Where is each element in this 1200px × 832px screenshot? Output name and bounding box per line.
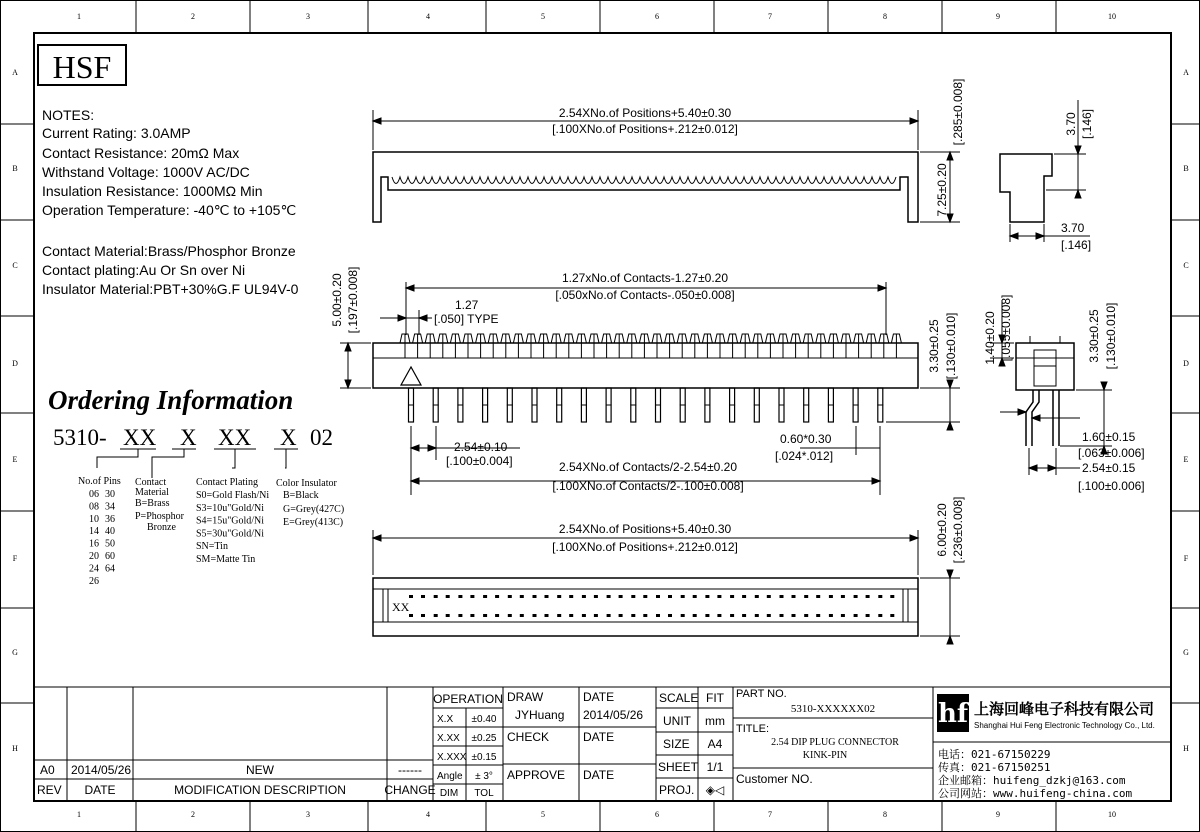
pin-hole xyxy=(829,595,833,598)
tolerance-dim: Angle xyxy=(437,771,463,782)
revision-table xyxy=(37,763,436,797)
notes-block xyxy=(42,107,299,297)
pin-hole xyxy=(730,595,734,598)
pin-hole xyxy=(495,614,499,617)
tolerance-value: ±0.25 xyxy=(471,733,497,744)
column-marker: 8 xyxy=(883,12,887,21)
row-marker: A xyxy=(12,68,18,77)
pin-hole xyxy=(816,595,820,598)
tolerance-dim: X.X xyxy=(437,714,454,725)
material-line: Contact Material:Brass/Phosphor Bronze xyxy=(42,243,296,259)
part-info xyxy=(736,688,899,786)
pin-hole xyxy=(569,614,573,617)
pin-hole xyxy=(878,595,882,598)
row-marker: G xyxy=(12,648,18,657)
column-marker: 2 xyxy=(191,12,195,21)
pin-hole xyxy=(816,614,820,617)
dim-header: DIM xyxy=(439,788,459,799)
pin-hole xyxy=(631,614,635,617)
color-option: G=Grey(427C) xyxy=(283,504,345,515)
dim-bottom-height-in: [.236±0.008] xyxy=(951,496,965,564)
rev-change-value: ------ xyxy=(398,763,422,777)
company-info xyxy=(937,694,1155,800)
pin-hole xyxy=(742,614,746,617)
pin-hole xyxy=(866,614,870,617)
pin-hole xyxy=(470,614,474,617)
scale-label: SCALE xyxy=(659,691,699,705)
date-label: DATE xyxy=(583,690,615,704)
ordering-code xyxy=(53,425,333,450)
column-marker: 7 xyxy=(768,12,772,21)
pin-count: 50 xyxy=(105,538,115,550)
pin-hole xyxy=(668,595,672,598)
material-option: Bronze xyxy=(147,522,176,533)
dim-mid-height-in: [.197±0.008] xyxy=(346,266,360,334)
pin-hole xyxy=(755,614,759,617)
pin-hole xyxy=(890,614,894,617)
pin-hole xyxy=(742,595,746,598)
column-marker: 1 xyxy=(77,810,81,819)
pin-hole xyxy=(409,614,413,617)
pin-hole xyxy=(829,614,833,617)
material-line: Contact plating:Au Or Sn over Ni xyxy=(42,262,246,278)
unit-label: UNIT xyxy=(663,714,691,728)
pin-count: 64 xyxy=(105,563,115,575)
row-marker: H xyxy=(1183,744,1189,753)
dim-half-length: 2.54XNo.of Contacts/2-2.54±0.20 xyxy=(558,460,738,474)
operation-header: OPERATION xyxy=(433,692,503,706)
code-part-material: X xyxy=(180,425,197,450)
pin-hole xyxy=(409,595,413,598)
dim-mid-height: 5.00±0.20 xyxy=(330,273,344,327)
size-value: A4 xyxy=(707,737,723,751)
pin-hole xyxy=(458,614,462,617)
pin-hole xyxy=(854,614,858,617)
dim-pitch: 1.27 xyxy=(455,298,479,312)
pin-hole xyxy=(446,614,450,617)
pin-count: 24 xyxy=(89,563,99,575)
pin-hole xyxy=(458,595,462,598)
column-marker: 2 xyxy=(191,810,195,819)
pin-hole xyxy=(508,595,512,598)
part-no-value: 5310-XXXXXX02 xyxy=(790,703,876,715)
ordering-leaders xyxy=(97,449,298,478)
pin-hole xyxy=(643,614,647,617)
note-line: Insulation Resistance: 1000MΩ Min xyxy=(42,183,263,199)
sheet-label: SHEET xyxy=(658,760,699,774)
dim-tail-height-in: [.130±0.010] xyxy=(944,312,958,380)
code-suffix: 02 xyxy=(310,425,333,450)
pin-hole xyxy=(854,595,858,598)
column-marker: 10 xyxy=(1108,810,1116,819)
pin-hole xyxy=(668,614,672,617)
ordering-title: Ordering Information xyxy=(48,385,294,415)
dim-side-width-in: [.146] xyxy=(1061,238,1092,252)
pin-hole xyxy=(582,614,586,617)
column-marker: 4 xyxy=(426,12,430,21)
pin-hole xyxy=(619,614,623,617)
approve-label: APPROVE xyxy=(507,768,566,782)
pin-hole xyxy=(841,614,845,617)
pin-hole xyxy=(681,614,685,617)
code-part-pins: XX xyxy=(123,425,157,450)
sheet-value: 1/1 xyxy=(706,760,724,774)
plating-option: S0=Gold Flash/Ni xyxy=(196,490,270,501)
position-marker: XX xyxy=(392,600,410,614)
scale-table xyxy=(658,691,725,797)
row-marker: B xyxy=(12,164,18,173)
note-line: Operation Temperature: -40℃ to +105℃ xyxy=(42,202,297,218)
dim-tail-height: 3.30±0.25 xyxy=(927,319,941,373)
code-part-color: X xyxy=(280,425,297,450)
column-marker: 4 xyxy=(426,810,430,819)
pin-hole xyxy=(520,614,524,617)
pin-hole xyxy=(693,614,697,617)
pin-hole xyxy=(755,595,759,598)
pin-hole xyxy=(557,614,561,617)
row-marker: E xyxy=(1183,455,1189,464)
pin-hole xyxy=(841,595,845,598)
dim-row-width-in: [.100±0.006] xyxy=(1078,479,1145,493)
column-marker: 7 xyxy=(768,810,772,819)
pin-hole xyxy=(792,595,796,598)
pin-count: 40 xyxy=(105,526,115,538)
pin-hole xyxy=(446,595,450,598)
pin-hole xyxy=(607,595,611,598)
company-email: 企业邮箱：huifeng_dzkj@163.com xyxy=(938,774,1126,787)
pin-hole xyxy=(607,614,611,617)
unit-value: mm xyxy=(705,714,725,728)
draw-label: DRAW xyxy=(507,690,544,704)
projection-symbol: ◈◁ xyxy=(705,783,725,797)
material-line: Insulator Material:PBT+30%G.F UL94V-0 xyxy=(42,281,299,297)
plating-option: S3=10u"Gold/Ni xyxy=(196,502,265,514)
material-option: P=Phosphor xyxy=(135,511,184,522)
column-marker: 1 xyxy=(77,12,81,21)
tol-header: TOL xyxy=(474,788,494,799)
color-option: E=Grey(413C) xyxy=(283,517,344,528)
pin-hole xyxy=(730,614,734,617)
tolerance-dim: X.XXX xyxy=(437,752,467,763)
dim-pin-size-in: [.024*.012] xyxy=(775,449,834,463)
draw-date: 2014/05/26 xyxy=(583,708,644,722)
pin-hole xyxy=(594,595,598,598)
material-option: B=Brass xyxy=(135,498,170,509)
row-marker: C xyxy=(12,261,18,270)
check-date-label: DATE xyxy=(583,730,615,744)
pin-hole xyxy=(693,595,697,598)
pin-hole xyxy=(545,595,549,598)
pin-count: 16 xyxy=(89,538,99,550)
fit-label: FIT xyxy=(706,691,724,705)
tolerance-dim: X.XX xyxy=(437,733,460,744)
pin-hole xyxy=(520,595,524,598)
pin-hole xyxy=(792,614,796,617)
pin-count: 06 xyxy=(89,489,99,500)
pin-hole xyxy=(533,614,537,617)
customer-no-label: Customer NO. xyxy=(736,772,813,786)
dim-side-height-in: [.146] xyxy=(1080,108,1094,140)
logo-text: HSF xyxy=(52,49,112,85)
code-prefix: 5310- xyxy=(53,425,107,450)
svg-text:hf: hf xyxy=(937,699,969,729)
note-line: Current Rating: 3.0AMP xyxy=(42,125,191,141)
check-label: CHECK xyxy=(507,730,550,744)
dim-kink-height: 1.40±0.20 xyxy=(983,311,997,365)
pin-count: 60 xyxy=(105,551,115,562)
column-marker: 6 xyxy=(655,12,659,21)
dim-pin-size: 0.60*0.30 xyxy=(780,432,832,446)
dim-row-width: 2.54±0.15 xyxy=(1082,461,1136,475)
column-marker: 3 xyxy=(306,810,310,819)
pin-hole xyxy=(780,595,784,598)
pin-count: 26 xyxy=(89,575,99,587)
material-title-1: Contact xyxy=(135,477,167,488)
pins-title: No.of Pins xyxy=(78,476,121,487)
material-title-2: Material xyxy=(135,487,169,498)
company-logo-icon xyxy=(937,694,970,732)
pin-hole xyxy=(643,595,647,598)
dim-top-length-in: [.100XNo.of Positions+.212±0.012] xyxy=(552,122,738,136)
pin-hole xyxy=(890,595,894,598)
pin-hole xyxy=(533,595,537,598)
dim-bottom-height: 6.00±0.20 xyxy=(935,503,949,557)
date-header: DATE xyxy=(84,783,116,797)
dim-bottom-length: 2.54XNo.of Positions+5.40±0.30 xyxy=(558,522,732,536)
row-marker: C xyxy=(1183,261,1189,270)
rev-value: A0 xyxy=(40,763,55,777)
dim-row-pitch: 2.54±0.10 xyxy=(454,440,508,454)
size-label: SIZE xyxy=(663,737,690,751)
part-no-label: PART NO. xyxy=(736,688,787,700)
pin-hole xyxy=(483,595,487,598)
change-header: CHANGE xyxy=(384,783,436,797)
rev-desc-value: NEW xyxy=(246,763,274,777)
rev-header: REV xyxy=(37,783,62,797)
dim-contacts-length: 1.27xNo.of Contacts-1.27±0.20 xyxy=(561,271,729,285)
dim-top-height: 7.25±0.20 xyxy=(935,163,949,217)
title-label: TITLE: xyxy=(736,723,770,735)
tolerance-value: ± 3° xyxy=(475,771,493,782)
company-name-cn: 上海回峰电子科技有限公司 xyxy=(974,701,1155,718)
pin-hole xyxy=(434,614,438,617)
note-line: Withstand Voltage: 1000V AC/DC xyxy=(42,164,250,180)
row-marker: H xyxy=(12,744,18,753)
rev-date-value: 2014/05/26 xyxy=(71,763,132,777)
notes-heading: NOTES: xyxy=(42,107,95,123)
pin-hole xyxy=(434,595,438,598)
plating-option: SM=Matte Tin xyxy=(196,554,256,565)
plating-option: SN=Tin xyxy=(196,541,228,553)
pin-count: 30 xyxy=(105,489,115,500)
company-fax: 传真：021-67150251 xyxy=(938,761,1051,774)
plating-title: Contact Plating xyxy=(196,477,258,488)
tolerance-value: ±0.40 xyxy=(471,714,497,725)
pin-count: 14 xyxy=(89,526,99,538)
pin-count: 20 xyxy=(89,551,99,562)
pin-hole xyxy=(804,614,808,617)
pin-hole xyxy=(767,614,771,617)
plating-option: S4=15u"Gold/Ni xyxy=(196,515,265,527)
pin-hole xyxy=(557,595,561,598)
pin-hole xyxy=(594,614,598,617)
column-marker: 5 xyxy=(541,12,545,21)
dim-kink-width: 1.60±0.15 xyxy=(1082,430,1136,444)
dim-contacts-length-in: [.050xNo.of Contacts-.050±0.008] xyxy=(555,288,735,302)
column-marker: 10 xyxy=(1108,12,1116,21)
pin-hole xyxy=(631,595,635,598)
color-option: B=Black xyxy=(283,490,319,501)
pin-hole xyxy=(421,614,425,617)
draw-name: JYHuang xyxy=(515,708,565,722)
title-line-2: KINK-PIN xyxy=(802,750,848,761)
company-phone: 电话：021-67150229 xyxy=(938,748,1051,761)
row-marker: G xyxy=(1183,648,1189,657)
row-marker: A xyxy=(1183,68,1189,77)
proj-label: PROJ. xyxy=(659,783,695,797)
pin-hole xyxy=(681,595,685,598)
pin-hole xyxy=(495,595,499,598)
pin-hole xyxy=(656,595,660,598)
row-marker: D xyxy=(1183,359,1189,368)
dim-kink-width-in: [.063±0.006] xyxy=(1078,446,1145,460)
pin-count: 34 xyxy=(105,501,115,513)
title-line-1: 2.54 DIP PLUG CONNECTOR xyxy=(771,737,899,748)
dim-half-length-in: [.100XNo.of Contacts/2-.100±0.008] xyxy=(552,479,744,493)
plating-option: S5=30u"Gold/Ni xyxy=(196,528,265,540)
pin-hole xyxy=(656,614,660,617)
dim-bottom-length-in: [.100XNo.of Positions+.212±0.012] xyxy=(552,540,738,554)
dim-kink-tail-height-in: [.130±0.010] xyxy=(1104,302,1118,370)
column-marker: 9 xyxy=(996,12,1000,21)
company-website: 公司网站：www.huifeng-china.com xyxy=(938,787,1133,800)
approve-date-label: DATE xyxy=(583,768,615,782)
pin-hole xyxy=(705,595,709,598)
dim-side-width: 3.70 xyxy=(1061,221,1085,235)
color-title: Color Insulator xyxy=(276,478,337,489)
pin-hole xyxy=(470,595,474,598)
pin-hole xyxy=(767,595,771,598)
pin-hole xyxy=(569,595,573,598)
pin-hole xyxy=(705,614,709,617)
pin-hole xyxy=(421,595,425,598)
pin-hole xyxy=(545,614,549,617)
pin-hole xyxy=(717,595,721,598)
row-marker: E xyxy=(12,455,18,464)
pin-hole xyxy=(878,614,882,617)
dim-top-length: 2.54XNo.of Positions+5.40±0.30 xyxy=(558,106,732,120)
column-marker: 8 xyxy=(883,810,887,819)
row-marker: F xyxy=(1183,554,1189,563)
column-marker: 5 xyxy=(541,810,545,819)
pin-count: 36 xyxy=(105,513,115,525)
pin-hole xyxy=(804,595,808,598)
dim-kink-height-in: [.055±0.008] xyxy=(999,294,1013,362)
approval-table xyxy=(507,690,643,782)
ordering-legend xyxy=(78,476,344,587)
code-part-plating: XX xyxy=(218,425,252,450)
dim-pitch-in: [.050] TYPE xyxy=(434,312,499,326)
pin-hole xyxy=(582,595,586,598)
tolerance-value: ±0.15 xyxy=(471,752,497,763)
pin-hole xyxy=(866,595,870,598)
pin-hole xyxy=(508,614,512,617)
row-marker: B xyxy=(1183,164,1189,173)
company-name-en: Shanghai Hui Feng Electronic Technology Co., Ltd. xyxy=(974,721,1155,730)
plating-list xyxy=(196,490,269,565)
dim-kink-tail-height: 3.30±0.25 xyxy=(1087,309,1101,363)
column-marker: 9 xyxy=(996,810,1000,819)
pin-hole xyxy=(780,614,784,617)
pins-list xyxy=(89,489,115,587)
pin-hole xyxy=(619,595,623,598)
pin-count: 10 xyxy=(89,513,99,525)
pin-hole xyxy=(483,614,487,617)
column-marker: 6 xyxy=(655,810,659,819)
dim-top-height-in: [.285±0.008] xyxy=(951,78,965,146)
desc-header: MODIFICATION DESCRIPTION xyxy=(174,783,346,797)
row-marker: F xyxy=(12,554,18,563)
column-marker: 3 xyxy=(306,12,310,21)
dim-row-pitch-in: [.100±0.004] xyxy=(446,454,513,468)
row-marker: D xyxy=(12,359,18,368)
pin-count: 08 xyxy=(89,501,99,513)
dim-side-height: 3.70 xyxy=(1064,112,1078,136)
pin-hole xyxy=(717,614,721,617)
note-line: Contact Resistance: 20mΩ Max xyxy=(42,145,240,161)
